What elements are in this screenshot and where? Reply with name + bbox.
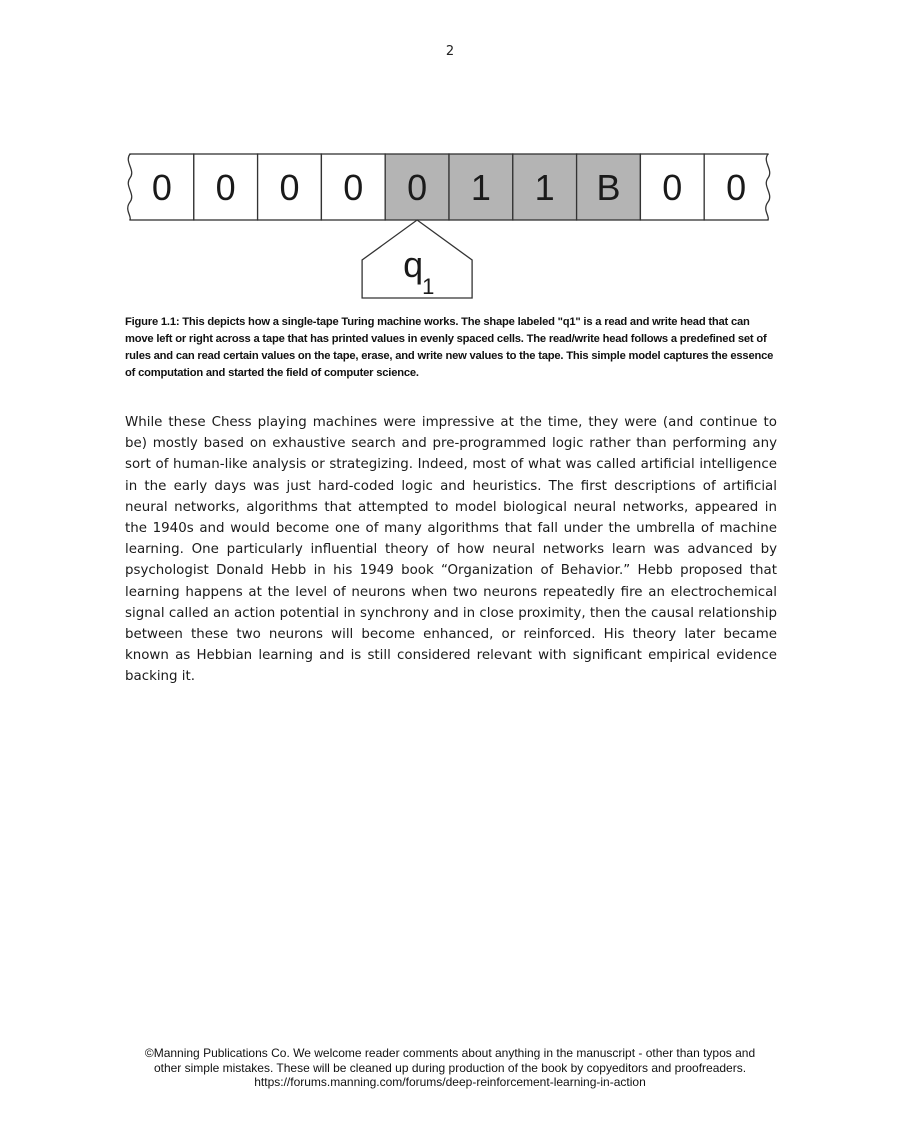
footer [0,1046,900,1090]
tape-cell-symbol: 0 [151,167,172,208]
tape-cell-symbol: 0 [215,167,236,208]
footer-line-2: other simple mistakes. These will be cleaned up during production of the book by copyeditors and proofreaders. [153,1060,747,1075]
tape-cell-symbol: 0 [407,167,428,208]
footer-line-3: https://forums.manning.com/forums/deep-reinforcement-learning-in-action [254,1075,646,1089]
tape-cell-symbol: 0 [343,167,364,208]
tape-cell-symbol: 0 [726,167,747,208]
head-label: q [403,244,424,285]
tape-cell-symbol: 1 [470,167,491,208]
tape-cell-symbol: B [596,167,621,208]
tape [120,154,779,220]
head-subscript: 1 [422,274,435,299]
body-paragraph: While these Chess playing machines were impressive at the time, they were (and continue to be) mostly based on exhaustive search and pre-programmed logic rather than performing any sort of human-like analysis or strategizing. Indeed, most of what was called artificial intelligence in the early days was just hard-coded logic and heuristics. The first descriptions of artificial neural networks, algorithms that attempted to model biological neural networks, appeared in the 1940s and would become one of many algorithms that fall under the umbrella of machine learning. One particularly influential theory of how neural networks learn was advanced by psychologist Donald Hebb in his 1949 book “Organization of Behavior.” Hebb proposed that learning happens at the level of neurons when two neurons repeatedly fire an electrochemical signal called an action potential in synchrony and in close proximity, then the causal relationship between these two neurons will become enhanced, or reinforced. His theory later became known as Hebbian learning and is still considered relevant with significant empirical evidence backing it. [125,415,777,685]
figure-caption: Figure 1.1: This depicts how a single-tape Turing machine works. The shape labeled "q1" is a read and write head that can move left or right across a tape that has printed values in evenly spaced cells. The read/write head follows a predefined set of rules and can read certain values on the tape, erase, and write new values to the tape. This simple model captures the essence of computation and started the field of computer science. [125,316,774,379]
page-number: 2 [445,44,455,59]
footer-line-1: ©Manning Publications Co. We welcome reader comments about anything in the manuscript - other than typos and [144,1046,756,1060]
turing-machine-diagram [120,148,780,308]
turing-machine-figure [120,148,780,308]
tape-cell-symbol: 1 [534,167,555,208]
read-write-head [362,220,472,299]
tape-right-mask [767,155,779,219]
tape-cell-symbol: 0 [279,167,300,208]
tape-cell-symbol: 0 [662,167,683,208]
